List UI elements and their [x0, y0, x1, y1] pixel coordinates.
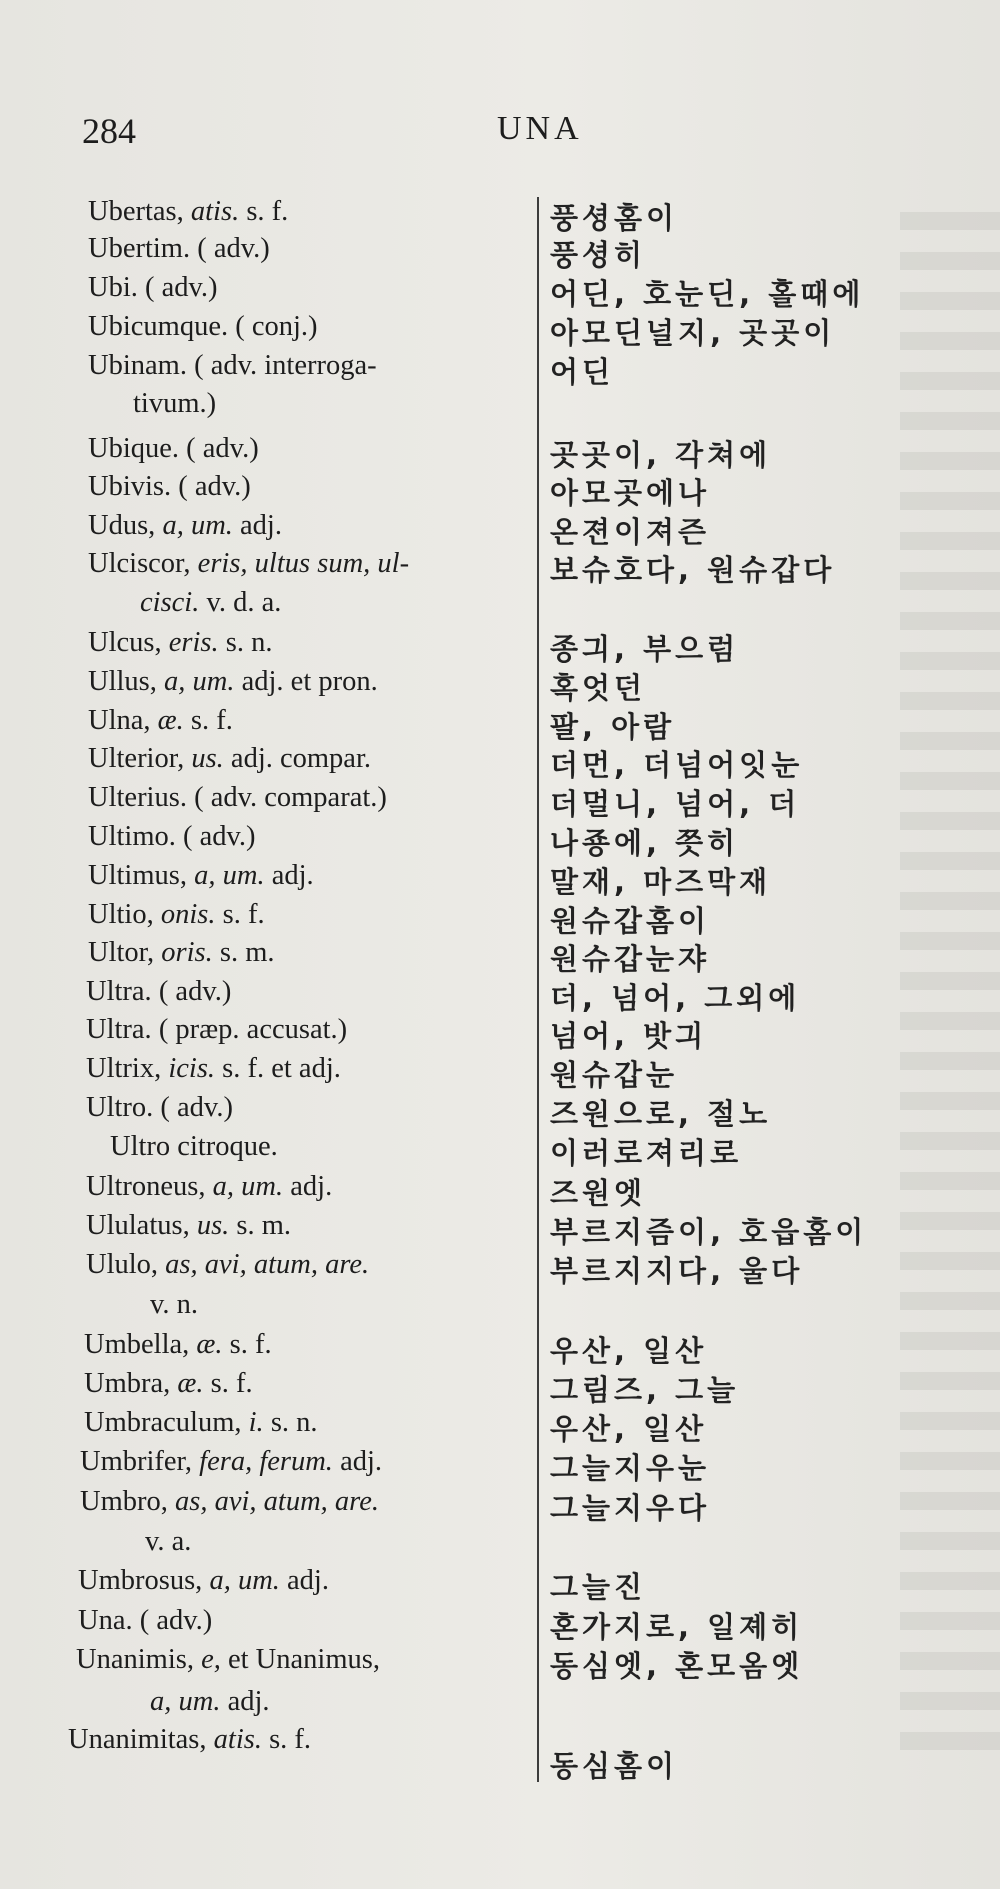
inflection: a, um.	[194, 860, 265, 891]
entry-row	[0, 1053, 1000, 1092]
korean-gloss: 팔, 아람	[550, 710, 676, 744]
latin-term	[88, 782, 387, 814]
grammar-note: adj.	[240, 510, 282, 541]
inflection: cisci.	[140, 587, 200, 618]
korean-gloss: 혼가지로, 일졔히	[550, 1610, 804, 1644]
entry-row	[0, 782, 1000, 821]
headword: Ulna,	[88, 705, 151, 736]
headword: Umbra,	[84, 1368, 171, 1399]
entry-row	[0, 1210, 1000, 1249]
headword: Ubi.	[88, 272, 138, 303]
entry-row	[0, 510, 1000, 549]
inflection: æ.	[177, 1368, 204, 1399]
korean-gloss: 동심홈이	[550, 1749, 679, 1783]
inflection: æ.	[157, 705, 184, 736]
grammar-note: adj.	[287, 1565, 329, 1596]
entry-row	[0, 705, 1000, 744]
headword: Ulciscor,	[88, 548, 191, 579]
korean-gloss: 그림즈, 그늘	[550, 1373, 740, 1407]
latin-term	[86, 1210, 291, 1242]
grammar-note: ( adv.)	[183, 821, 256, 852]
entry-row	[0, 1446, 1000, 1485]
latin-term	[150, 1289, 198, 1321]
latin-term	[150, 1686, 270, 1718]
korean-gloss: 넘어, 밧긔	[550, 1019, 708, 1053]
entry-row	[0, 1526, 1000, 1565]
entry-row	[0, 1249, 1000, 1288]
headword: Ubicumque.	[88, 311, 229, 342]
headword: Ultro	[110, 1131, 171, 1162]
latin-term	[86, 1171, 332, 1203]
korean-gloss: 동심엣, 혼모옴엣	[550, 1649, 804, 1683]
grammar-note: ( adv.)	[160, 1092, 233, 1123]
latin-term	[88, 937, 275, 969]
latin-term	[78, 1605, 212, 1637]
grammar-note: tivum.)	[133, 388, 217, 419]
entry-row	[0, 587, 1000, 626]
korean-gloss: 그늘진	[550, 1570, 647, 1604]
korean-gloss: 부르지즘이, 호읍홈이	[550, 1215, 868, 1249]
headword: Ululatus,	[86, 1210, 190, 1241]
inflection: a, um.	[164, 666, 235, 697]
grammar-note: citroque.	[177, 1131, 278, 1162]
grammar-note: adj.	[271, 860, 314, 891]
latin-term	[88, 272, 218, 304]
grammar-note: adj.	[290, 1171, 333, 1202]
headword: Ultra.	[86, 1014, 152, 1045]
latin-term	[86, 976, 231, 1008]
entry-row	[0, 1171, 1000, 1210]
headword: Ultrix,	[86, 1053, 162, 1084]
inflection: fera, ferum.	[199, 1446, 333, 1477]
korean-gloss: 어딘	[550, 355, 615, 389]
entry-row	[0, 388, 1000, 427]
entry-row	[0, 1605, 1000, 1644]
grammar-note: ( adv. interroga-	[194, 350, 377, 381]
grammar-note: ( adv.)	[139, 1605, 213, 1636]
entry-row	[0, 1686, 1000, 1725]
latin-term	[88, 196, 288, 228]
korean-gloss: 우산, 일산	[550, 1412, 708, 1446]
grammar-note: s. f.	[246, 196, 289, 227]
entry-row	[0, 471, 1000, 510]
latin-term	[86, 1014, 347, 1046]
latin-term	[110, 1131, 278, 1163]
inflection: a, um.	[150, 1686, 221, 1717]
headword: Umbrifer,	[80, 1446, 193, 1477]
korean-gloss: 아모곳에나	[550, 476, 711, 510]
headword: Ultor,	[88, 937, 155, 968]
latin-term	[88, 510, 282, 542]
grammar-note: adj. compar.	[230, 743, 372, 774]
inflection: i.	[248, 1407, 264, 1438]
latin-term	[88, 860, 314, 892]
grammar-note: s. f.	[229, 1329, 272, 1360]
headword: Ulterior,	[88, 743, 185, 774]
inflection: icis.	[168, 1053, 216, 1084]
latin-term	[76, 1644, 380, 1676]
latin-term	[88, 666, 378, 698]
korean-gloss: 더, 넘어, 그외에	[550, 981, 801, 1015]
entry-row	[0, 1289, 1000, 1328]
latin-term	[78, 1565, 329, 1597]
inflection: æ.	[196, 1329, 223, 1360]
korean-gloss: 원슈갑홈이	[550, 904, 711, 938]
korean-gloss: 온젼이져즌	[550, 515, 711, 549]
entry-row	[0, 666, 1000, 705]
inflection: atis.	[190, 196, 240, 227]
headword: Ultimus,	[88, 860, 187, 891]
entry-row	[0, 860, 1000, 899]
inflection: atis.	[213, 1724, 262, 1755]
korean-gloss: 즈원엣	[550, 1176, 647, 1210]
korean-gloss: 종긔, 부으럼	[550, 632, 740, 666]
korean-gloss: 아모딘널지, 곳곳이	[550, 316, 836, 350]
grammar-note: v. n.	[150, 1289, 199, 1320]
entry-row	[0, 196, 1000, 235]
korean-gloss: 이러로져리로	[550, 1136, 743, 1170]
entry-row	[0, 627, 1000, 666]
latin-term	[88, 899, 265, 931]
grammar-note: adj.	[227, 1686, 270, 1717]
grammar-note: s. f.	[190, 705, 233, 736]
latin-term	[88, 433, 259, 465]
grammar-note: ( adv.)	[158, 976, 232, 1007]
korean-gloss: 보슈호다, 원슈갑다	[550, 553, 836, 587]
latin-term	[86, 1053, 341, 1085]
headword: Ubinam.	[88, 350, 187, 381]
latin-term	[84, 1368, 253, 1400]
grammar-note: adj. et pron.	[241, 666, 378, 697]
korean-gloss: 원슈갑눈쟈	[550, 942, 711, 976]
entry-row	[0, 1092, 1000, 1131]
headword: Umbrosus,	[78, 1565, 203, 1596]
latin-term	[84, 1407, 318, 1439]
latin-term	[68, 1724, 311, 1756]
grammar-note: v. d. a.	[206, 587, 282, 618]
grammar-note: ( conj.)	[235, 311, 318, 342]
latin-term	[88, 548, 409, 580]
entry-row	[0, 743, 1000, 782]
latin-term	[140, 587, 281, 619]
headword: Ultra.	[86, 976, 152, 1007]
grammar-note: adj.	[340, 1446, 383, 1477]
headword: Ultroneus,	[86, 1171, 206, 1202]
running-head: UNA	[497, 110, 583, 147]
headword: Ultro.	[86, 1092, 154, 1123]
latin-term	[88, 705, 233, 737]
headword: Ubivis.	[88, 471, 172, 502]
latin-term	[84, 1329, 272, 1361]
entry-row	[0, 1131, 1000, 1170]
korean-gloss: 나죵에, 쯧히	[550, 826, 740, 860]
korean-gloss: 원슈갑눈	[550, 1058, 679, 1092]
korean-gloss: 그늘지우눈	[550, 1451, 711, 1485]
latin-term	[88, 471, 251, 503]
grammar-note: v. a.	[145, 1526, 192, 1557]
korean-gloss: 더멀니, 넘어, 더	[550, 787, 801, 821]
entry-row	[0, 1486, 1000, 1525]
latin-term	[88, 627, 272, 659]
headword: Ultimo.	[88, 821, 176, 852]
grammar-note: ( adv.)	[145, 272, 218, 303]
grammar-note: ( adv.)	[178, 471, 251, 502]
entry-row	[0, 433, 1000, 472]
headword: Umbraculum,	[84, 1407, 242, 1438]
entry-row	[0, 899, 1000, 938]
latin-term	[133, 388, 216, 420]
grammar-note: s. f.	[222, 899, 265, 930]
entry-row	[0, 233, 1000, 272]
inflection: a, um.	[209, 1565, 280, 1596]
grammar-note: ( adv.)	[186, 433, 259, 464]
korean-gloss: 곳곳이, 각쳐에	[550, 438, 772, 472]
grammar-note: s. f.	[210, 1368, 253, 1399]
headword: Unanimis,	[76, 1644, 194, 1675]
entry-row	[0, 1565, 1000, 1604]
page-number: 284	[82, 111, 136, 151]
headword: Ulterius.	[88, 782, 187, 813]
grammar-note: s. m.	[236, 1210, 292, 1241]
korean-gloss: 어딘, 호눈딘, 홀때에	[550, 277, 865, 311]
entry-row	[0, 937, 1000, 976]
headword: Ubertim.	[88, 233, 191, 264]
latin-term	[88, 311, 318, 343]
page-header	[82, 110, 942, 160]
korean-gloss: 혹엇던	[550, 671, 647, 705]
entry-row	[0, 350, 1000, 389]
grammar-note: s. n.	[225, 627, 273, 658]
latin-term	[86, 1249, 369, 1281]
entry-row	[0, 272, 1000, 311]
inflection: us.	[191, 743, 224, 774]
grammar-note: s. f.	[269, 1724, 312, 1755]
entry-row	[0, 1014, 1000, 1053]
grammar-note: ( adv. comparat.)	[194, 782, 387, 813]
headword: Umbella,	[84, 1329, 190, 1360]
headword: Umbro,	[80, 1486, 168, 1517]
grammar-note: ( præp. accusat.)	[158, 1014, 348, 1045]
entry-row	[0, 1407, 1000, 1446]
inflection: a, um.	[162, 510, 233, 541]
entry-row	[0, 821, 1000, 860]
entry-row	[0, 976, 1000, 1015]
grammar-note: et Unanimus,	[227, 1644, 380, 1675]
latin-term	[88, 821, 256, 853]
headword: Ubique.	[88, 433, 180, 464]
entry-row	[0, 1329, 1000, 1368]
inflection: as, avi, atum, are.	[175, 1486, 379, 1517]
grammar-note: s. f. et adj.	[222, 1053, 341, 1084]
headword: Ullus,	[88, 666, 157, 697]
inflection: as, avi, atum, are.	[165, 1249, 370, 1280]
korean-gloss: 우산, 일산	[550, 1334, 708, 1368]
latin-term	[88, 233, 270, 265]
inflection: us.	[196, 1210, 230, 1241]
inflection: oris.	[161, 937, 213, 968]
korean-gloss: 더먼, 더넘어잇눈	[550, 748, 804, 782]
inflection: eris.	[168, 627, 219, 658]
latin-term	[80, 1486, 379, 1518]
entry-row	[0, 1644, 1000, 1683]
headword: Unanimitas,	[68, 1724, 207, 1755]
inflection: onis.	[160, 899, 216, 930]
latin-term	[145, 1526, 191, 1558]
headword: Ubertas,	[88, 196, 184, 227]
latin-term	[88, 743, 371, 775]
inflection: a, um.	[212, 1171, 284, 1202]
inflection: eris, ultus sum, ul-	[197, 548, 410, 579]
headword: Ulcus,	[88, 627, 162, 658]
headword: Udus,	[88, 510, 156, 541]
headword: Ululo,	[86, 1249, 159, 1280]
entry-row	[0, 1368, 1000, 1407]
grammar-note: s. n.	[270, 1407, 318, 1438]
inflection: e,	[201, 1644, 221, 1675]
korean-gloss: 그늘지우다	[550, 1491, 711, 1525]
latin-term	[86, 1092, 233, 1124]
korean-gloss: 말재, 마즈막재	[550, 865, 772, 899]
korean-gloss: 부르지지다, 울다	[550, 1254, 804, 1288]
entry-row	[0, 311, 1000, 350]
latin-term	[88, 350, 377, 382]
headword: Ultio,	[88, 899, 154, 930]
headword: Una.	[78, 1605, 133, 1636]
latin-term	[80, 1446, 382, 1478]
entry-row	[0, 1724, 1000, 1783]
grammar-note: ( adv.)	[197, 233, 270, 264]
korean-gloss: 풍셩히	[550, 238, 647, 272]
korean-gloss: 풍셩홈이	[550, 201, 679, 235]
entry-row	[0, 548, 1000, 587]
korean-gloss: 즈원으로, 절노	[550, 1097, 772, 1131]
grammar-note: s. m.	[219, 937, 275, 968]
